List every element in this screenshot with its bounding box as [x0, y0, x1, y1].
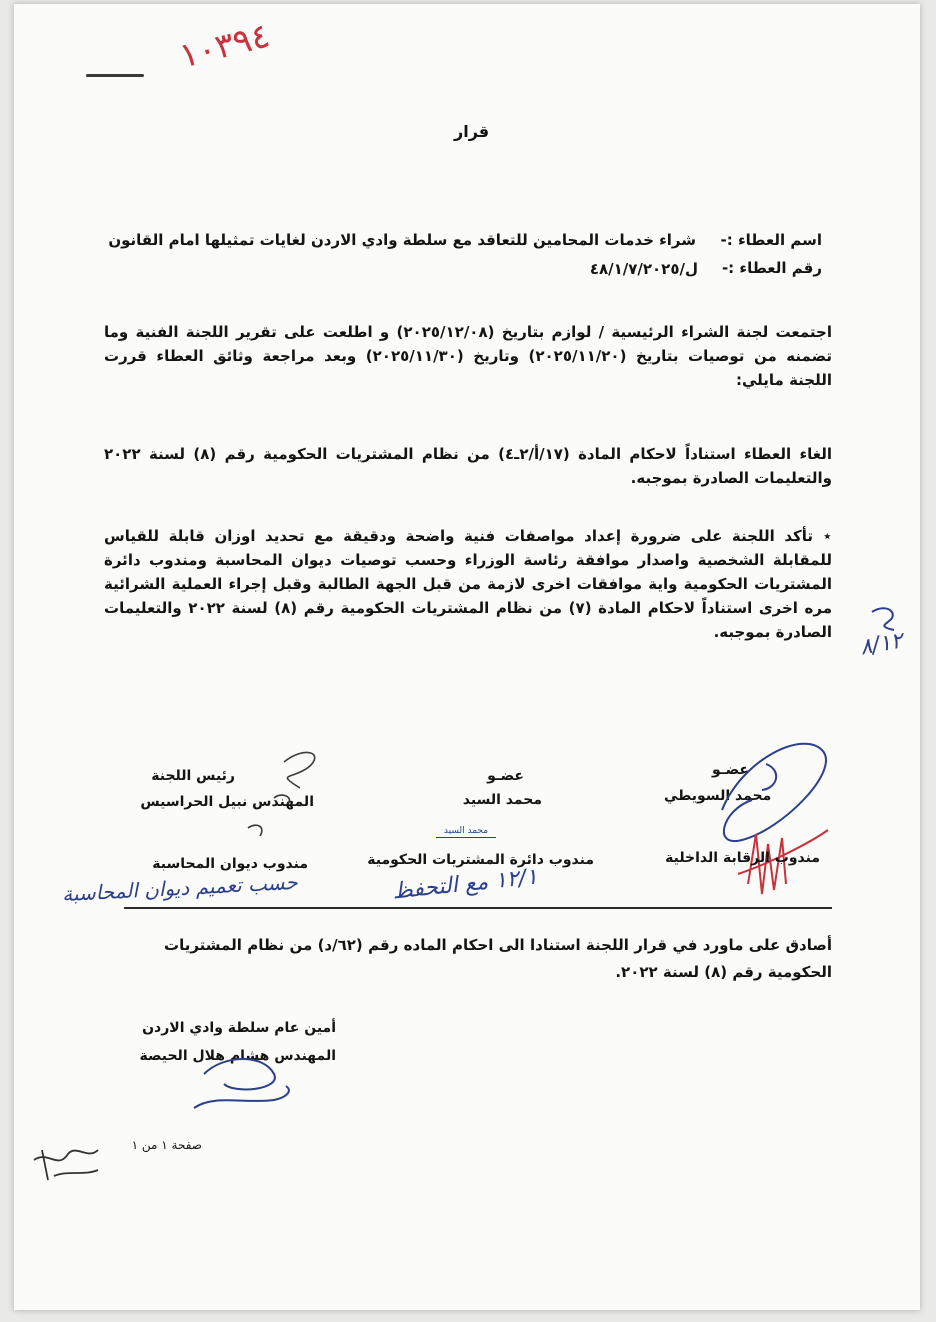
- margin-initial-icon: [864, 604, 904, 634]
- member1-stamp-text: محمد السيد: [443, 826, 489, 836]
- rep-audit-bureau: مندوب ديوان المحاسبة: [152, 856, 308, 872]
- handwritten-procurement-note: ١٢/١ مع التحفظ: [391, 864, 539, 905]
- intro-paragraph: اجتمعت لجنة الشراء الرئيسية / لوازم بتاريخ (٢٠٢٥/١٢/٠٨) و اطلعت على تقرير اللجنة الفنية وما تضمنه من توصيات بتاريخ (٢٠٢٥/١١/٢٠) وتاريخ (٢٠٢٥/١١/٣٠) وبعد مراجعة وثائق العطاء قررت اللجنة مايلي:: [104, 323, 833, 389]
- member1-stamp: [436, 818, 496, 838]
- tender-name-label: اسم العطاء :-: [720, 231, 822, 249]
- handwritten-audit-note: حسب تعميم ديوان المحاسبة: [61, 869, 299, 907]
- handwritten-underline: [86, 74, 144, 77]
- handwritten-margin-date: ٨/١٢: [858, 628, 905, 661]
- rep-government-procurement: مندوب دائرة المشتريات الحكومية: [367, 852, 594, 868]
- tender-name-value: شراء خدمات المحامين للتعاقد مع سلطة وادي الاردن لغايات تمثيلها امام القانون: [108, 231, 696, 249]
- chair-title: رئيس اللجنة: [151, 768, 235, 784]
- bottom-initials-icon: [28, 1140, 108, 1190]
- handwritten-serial-number: ١٠٣٩٤: [175, 15, 274, 77]
- secretary-signature-icon: [174, 1034, 304, 1124]
- decision-paragraph: الغاء العطاء استناداً لاحكام المادة (١٧/أ/٢ـ٤) من نظام المشتريات الحكومية رقم (٨) لسنة ٢٠٢٢ والتعليمات الصادرة بموجبه.: [104, 445, 832, 487]
- note-paragraph: ⋆ تأكد اللجنة على ضرورة إعداد مواصفات فنية واضحة ودقيقة مع تحديد اوزان قابلة للقياس للمقابلة الشخصية واصدار موافقة رئاسة الوزراء وحسب توصيات ديوان المحاسبة ومندوب دائرة المشتريات الحكومية واية موافقات اخرى لازمة من قبل الجهة الطالبة وقبل إجراء العملية الشرائية مره اخرى استناداً لاحكام المادة (٧) من نظام المشتريات الحكومية رقم (٨) لسنة ٢٠٢٢ والتعليمات الصادرة بموجبه.: [104, 527, 832, 641]
- document-page: [14, 4, 920, 1310]
- tender-number-value: ل/٤٨/١/٧/٢٠٢٥: [589, 260, 698, 278]
- rep-internal-control: مندوب الرقابة الداخلية: [665, 850, 820, 866]
- member1-title: عضـو: [487, 768, 524, 784]
- chair-name: المهندس نبيل الحراسيس: [140, 794, 314, 810]
- secretary-title: أمين عام سلطة وادي الاردن: [142, 1020, 336, 1036]
- page-footer: صفحة ١ من ١: [131, 1138, 202, 1152]
- chair-signature-icon: [214, 742, 334, 842]
- page-title: قرار: [454, 122, 490, 141]
- separator-line: [124, 907, 832, 909]
- secretary-name: المهندس هشام هلال الحيصة: [139, 1048, 336, 1064]
- member2-title: عضـو: [712, 762, 749, 778]
- member2-name: محمد السويطي: [664, 788, 772, 804]
- member1-name: محمد السيد: [462, 792, 542, 808]
- approval-paragraph: أصادق على ماورد في قرار اللجنة استنادا الى احكام الماده رقم (٦٢/د) من نظام المشتريات الحكومية رقم (٨) لسنة ٢٠٢٢.: [164, 936, 832, 981]
- tender-number-label: رقم العطاء :-: [721, 259, 822, 277]
